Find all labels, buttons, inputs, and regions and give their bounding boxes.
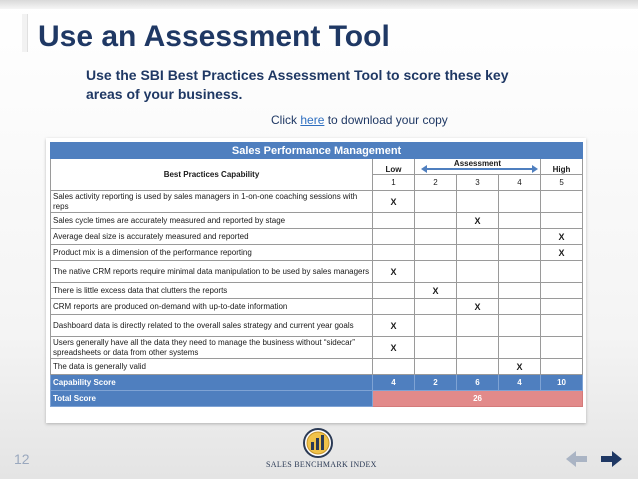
mark-cell[interactable]	[373, 359, 415, 375]
click-suffix: to download your copy	[327, 113, 448, 127]
top-bar	[0, 0, 638, 9]
mark-cell[interactable]: X	[541, 229, 583, 245]
mark-cell[interactable]	[457, 315, 499, 337]
mark-cell[interactable]	[415, 261, 457, 283]
mark-cell[interactable]	[415, 229, 457, 245]
assessment-header	[415, 159, 541, 175]
scale-arrow-icon	[427, 168, 532, 170]
mark-cell[interactable]: X	[457, 213, 499, 229]
table-row	[51, 337, 583, 359]
capability-score-value: 6	[457, 375, 499, 391]
assessment-table	[50, 142, 583, 407]
capability-text: CRM reports are produced on-demand with up-to-date information	[51, 299, 373, 315]
slide-subtitle: Use the SBI Best Practices Assessment Tool to score these key areas of your business.	[86, 67, 509, 102]
mark-cell[interactable]	[499, 191, 541, 213]
mark-cell[interactable]	[415, 299, 457, 315]
sbi-logo	[266, 428, 377, 474]
mark-cell[interactable]	[457, 229, 499, 245]
table-row	[51, 213, 583, 229]
title-accent	[22, 14, 28, 52]
mark-cell[interactable]	[541, 299, 583, 315]
mark-cell[interactable]	[499, 261, 541, 283]
table-row	[51, 191, 583, 213]
mark-cell[interactable]: X	[373, 337, 415, 359]
sbi-logo-icon	[266, 428, 370, 460]
mark-cell[interactable]	[373, 283, 415, 299]
capability-score-value: 4	[373, 375, 415, 391]
scale-4: 4	[499, 175, 541, 191]
mark-cell[interactable]	[415, 213, 457, 229]
arrow-right-icon	[600, 450, 622, 468]
mark-cell[interactable]: X	[541, 245, 583, 261]
download-link[interactable]: here	[300, 113, 325, 127]
capability-text: Sales activity reporting is used by sales managers in 1-on-one coaching sessions with reps	[51, 191, 373, 213]
capability-header: Best Practices Capability	[51, 159, 373, 191]
table-title: Sales Performance Management	[51, 143, 583, 159]
mark-cell[interactable]	[457, 245, 499, 261]
mark-cell[interactable]	[541, 213, 583, 229]
mark-cell[interactable]	[373, 299, 415, 315]
mark-cell[interactable]	[499, 315, 541, 337]
mark-cell[interactable]: X	[373, 315, 415, 337]
capability-score-value: 2	[415, 375, 457, 391]
mark-cell[interactable]	[457, 191, 499, 213]
arrow-left-icon	[566, 450, 588, 468]
logo-text: SALES BENCHMARK INDEX	[266, 460, 377, 469]
mark-cell[interactable]	[415, 245, 457, 261]
mark-cell[interactable]	[499, 213, 541, 229]
scale-1: 1	[373, 175, 415, 191]
capability-text: Sales cycle times are accurately measured and reported by stage	[51, 213, 373, 229]
total-score-row	[51, 391, 583, 407]
capability-text: There is little excess data that clutters the reports	[51, 283, 373, 299]
mark-cell[interactable]: X	[415, 283, 457, 299]
mark-cell[interactable]	[373, 213, 415, 229]
mark-cell[interactable]	[541, 261, 583, 283]
capability-score-value: 4	[499, 375, 541, 391]
mark-cell[interactable]	[415, 359, 457, 375]
capability-text: The native CRM reports require minimal data manipulation to be used by sales managers	[51, 261, 373, 283]
low-label: Low	[373, 159, 415, 175]
scale-5: 5	[541, 175, 583, 191]
assessment-sheet	[46, 138, 586, 423]
scale-2: 2	[415, 175, 457, 191]
slide-title: Use an Assessment Tool	[38, 20, 390, 53]
mark-cell[interactable]	[541, 359, 583, 375]
mark-cell[interactable]	[541, 191, 583, 213]
mark-cell[interactable]	[541, 315, 583, 337]
mark-cell[interactable]	[541, 337, 583, 359]
mark-cell[interactable]	[415, 337, 457, 359]
mark-cell[interactable]	[499, 299, 541, 315]
scale-3: 3	[457, 175, 499, 191]
mark-cell[interactable]: X	[373, 191, 415, 213]
table-row	[51, 359, 583, 375]
capability-score-row	[51, 375, 583, 391]
mark-cell[interactable]	[457, 337, 499, 359]
mark-cell[interactable]	[415, 191, 457, 213]
mark-cell[interactable]	[457, 283, 499, 299]
capability-score-label: Capability Score	[51, 375, 373, 391]
mark-cell[interactable]	[541, 283, 583, 299]
table-row	[51, 261, 583, 283]
slide-number: 12	[14, 451, 30, 467]
mark-cell[interactable]	[499, 283, 541, 299]
capability-text: Average deal size is accurately measured and reported	[51, 229, 373, 245]
mark-cell[interactable]	[457, 261, 499, 283]
mark-cell[interactable]: X	[499, 359, 541, 375]
prev-slide-button[interactable]	[566, 450, 588, 468]
mark-cell[interactable]	[499, 337, 541, 359]
mark-cell[interactable]	[457, 359, 499, 375]
mark-cell[interactable]: X	[457, 299, 499, 315]
download-line	[271, 113, 448, 127]
mark-cell[interactable]	[499, 229, 541, 245]
table-row	[51, 283, 583, 299]
capability-text: Product mix is a dimension of the performance reporting	[51, 245, 373, 261]
total-score-value: 26	[373, 391, 583, 407]
table-row	[51, 229, 583, 245]
mark-cell[interactable]	[415, 315, 457, 337]
high-label: High	[541, 159, 583, 175]
mark-cell[interactable]: X	[373, 261, 415, 283]
table-row	[51, 315, 583, 337]
next-slide-button[interactable]	[600, 450, 622, 468]
table-row	[51, 245, 583, 261]
capability-text: Dashboard data is directly related to the overall sales strategy and current year goals	[51, 315, 373, 337]
mark-cell[interactable]	[499, 245, 541, 261]
mark-cell[interactable]	[373, 245, 415, 261]
click-prefix: Click	[271, 113, 297, 127]
assessment-label: Assessment	[453, 159, 502, 168]
mark-cell[interactable]	[373, 229, 415, 245]
capability-score-value: 10	[541, 375, 583, 391]
capability-text: The data is generally valid	[51, 359, 373, 375]
table-row	[51, 299, 583, 315]
total-score-label: Total Score	[51, 391, 373, 407]
capability-text: Users generally have all the data they need to manage the business without “sidecar” spreadsheets or data from other systems	[51, 337, 373, 359]
